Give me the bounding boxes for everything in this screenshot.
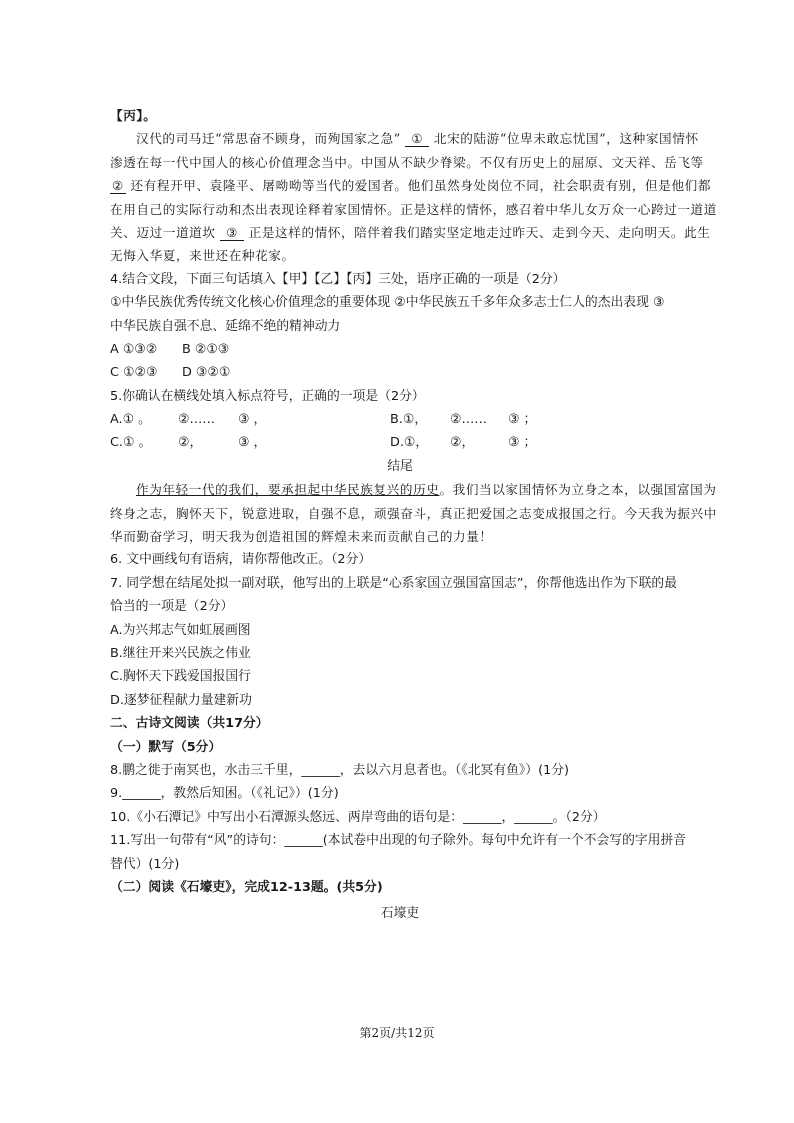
- section-heading-bing: 【丙】。: [110, 108, 157, 123]
- question-6: 6. 文中画线句有语病，请你帮他改正。（2分）: [110, 552, 372, 568]
- paragraph-line: 终身之志，胸怀天下，锐意进取，自强不息，顽强奋斗，真正把爱国之志变成报国之行。今天我为振兴中: [110, 505, 717, 521]
- blank-1: ①: [405, 131, 429, 147]
- option-c: C.胸怀天下践爱国报国行: [110, 669, 251, 685]
- paragraph-line: 无悔入华夏，来世还在种花家。: [110, 248, 295, 264]
- question-4-options-cd: [110, 361, 690, 384]
- option-a: A ①③②: [110, 341, 158, 357]
- question-11: 11.写出一句带有“风”的诗句：______(本试卷中出现的句子除外。每句中允许有一个不会写的字用拼音: [110, 833, 687, 849]
- question-5-stem: 5.你确认在横线处填入标点符号，正确的一项是（2分）: [110, 388, 425, 404]
- ending-title: 结尾: [387, 458, 413, 474]
- part-2-heading: 二、古诗文阅读（共17分）: [110, 716, 269, 732]
- option-d: D.逐梦征程献力量建新功: [110, 692, 252, 708]
- subsection-heading: （一）默写（5分）: [110, 739, 222, 755]
- question-9: 9.______，教然后知困。（《礼记》）(1分): [110, 786, 339, 802]
- option-b: B.继往开来兴民族之伟业: [110, 645, 251, 661]
- option-c: C ①②③: [110, 365, 158, 381]
- paragraph-line: 汉代的司马迁“常思奋不顾身，而殉国家之急” ① 北宋的陆游“位卑未敢忘忧国”，这种家国情怀: [136, 131, 699, 147]
- question-4-choices-cont: 中华民族自强不息、延绵不绝的精神动力: [110, 318, 341, 334]
- question-4-options-ab: [110, 338, 690, 361]
- question-8: 8.鹏之徙于南冥也，水击三千里，______，去以六月息者也。（《北冥有鱼》）(1分): [110, 762, 570, 778]
- question-10: 10.《小石潭记》中写出小石潭源头悠远、两岸弯曲的语句是：______，______。（2分）: [110, 809, 606, 825]
- page-content: [110, 104, 717, 926]
- subsection-heading: （二）阅读《石壕吏》，完成12-13题。(共5分): [110, 879, 383, 895]
- poem-title: 石壕吏: [380, 906, 420, 922]
- paragraph-line: 华而勤奋学习，明天我为创造祖国的辉煌未来而贡献自己的力量！: [110, 529, 493, 545]
- question-5-options-ab: A.① 。 ②…… ③ ， B.①， ②…… ③ ；: [110, 412, 537, 428]
- paragraph-line: 渗透在每一代中国人的核心价值理念当中。中国从不缺少脊梁。不仅有历史上的屈原、文天祥、岳飞等: [110, 154, 704, 170]
- question-4-choices: ①中华民族优秀传统文化核心价值理念的重要体现 ②中华民族五千多年众多志士仁人的杰出表现 ③: [110, 295, 665, 311]
- paragraph-line: 作为年轻一代的我们，要承担起中华民族复兴的历史。我们当以家国情怀为立身之本，以强国富国为: [136, 482, 717, 498]
- question-4-stem: 4.结合文段，下面三句话填入【甲】【乙】【丙】三处，语序正确的一项是（2分）: [110, 271, 566, 287]
- underlined-sentence: 作为年轻一代的我们，要承担起中华民族复兴的历史: [136, 482, 440, 498]
- paragraph-line: 关、迈过一道道坎 ③ 正是这样的情怀，陪伴着我们踏实坚定地走过昨天、走到今天、走向明天。此生: [110, 224, 711, 240]
- question-11-cont: 替代）(1分): [110, 856, 180, 872]
- blank-2: ②: [112, 178, 124, 194]
- question-5-options-cd: C.① 。 ②， ③ ， D.①， ②， ③ ；: [110, 435, 537, 451]
- page-number: 第2页/共12页: [359, 1026, 435, 1040]
- paragraph-line: ② 还有程开甲、袁隆平、屠呦呦等当代的爱国者。他们虽然身处岗位不同，社会职责有别，但是他们都: [112, 178, 712, 194]
- blank-3: ③: [220, 225, 244, 241]
- option-d: D ③②①: [182, 365, 231, 381]
- question-7-stem: 7. 同学想在结尾处拟一副对联，他写出的上联是“心系家国立强国富国志”，你帮他选出作为下联的最: [110, 575, 678, 591]
- option-b: B ②①③: [182, 341, 230, 357]
- question-7-stem-cont: 恰当的一项是（2分）: [110, 599, 234, 615]
- option-a: A.为兴邦志气如虹展画图: [110, 622, 251, 638]
- paragraph-line: 在用自己的实际行动和杰出表现诠释着家国情怀。正是这样的情怀，感召着中华儿女万众一心跨过一道道: [110, 201, 717, 217]
